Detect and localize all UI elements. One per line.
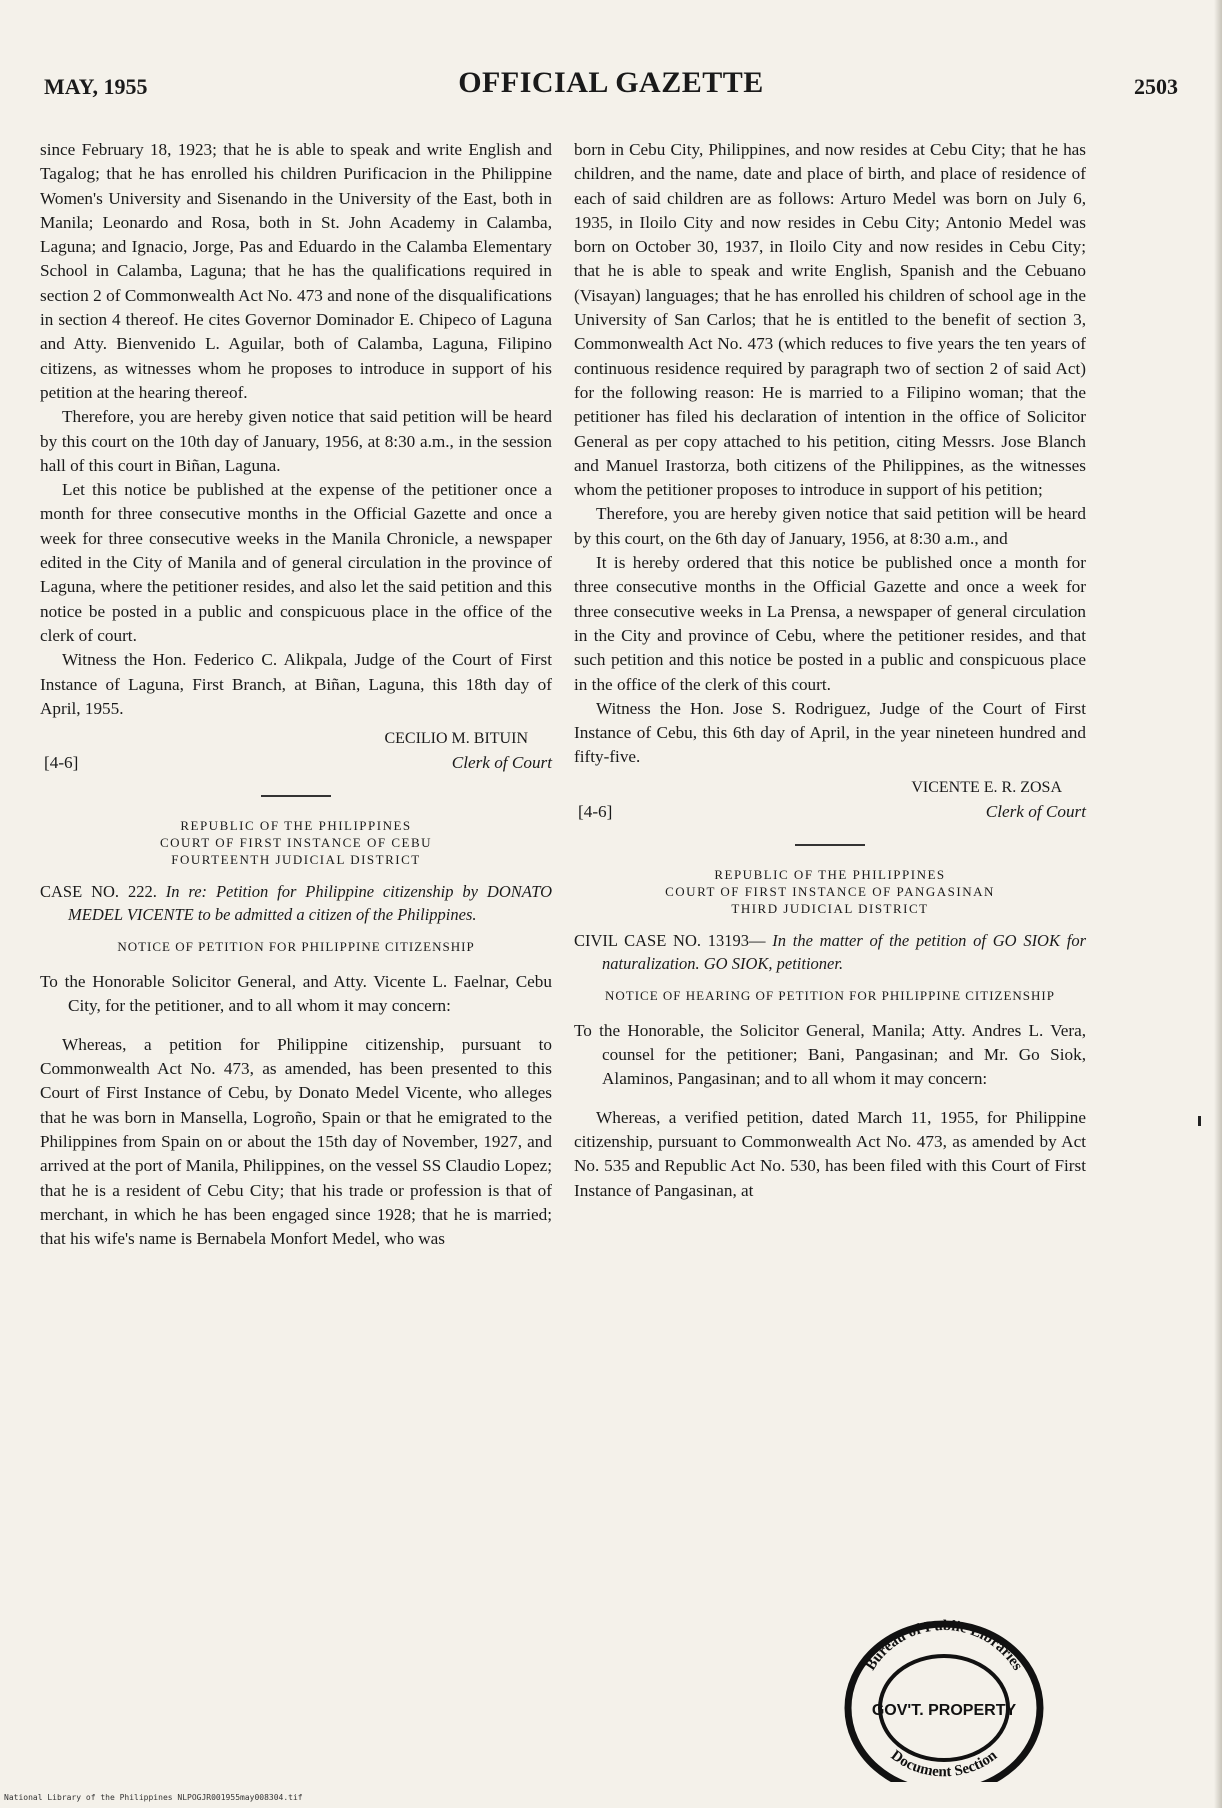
signature-block (574, 776, 1086, 828)
right-column (574, 138, 1086, 1203)
court-heading (574, 866, 1086, 917)
paragraph: Therefore, you are hereby given notice that said petition will be heard by this court, on the 6th day of January, 1956, at 8:30 a.m., and (574, 504, 1086, 548)
case-number: CIVIL CASE NO. 13193— (574, 930, 766, 950)
scan-mark (1198, 1116, 1201, 1126)
case-title: In re: Petition for Philippine citizenship by DONATO MEDEL VICENTE to be admitted a citizen of the Philippines. (68, 882, 553, 925)
paragraph: since February 18, 1923; that he is able to speak and write English and Tagalog; that he has enrolled his children Purificacion in the Philippine Women's University and Sisenando in the University of the East, both in Manila; Leonardo and Rosa, both in St. John Academy in Calamba, Laguna; and Ignacio, Jorge, Pas and Eduardo in the Calamba Elementary School in Calamba, Laguna; that he has the qualifications required in section 2 of Commonwealth Act No. 473 and none of the disqualifications in section 4 thereof. He cites Governor Dominador E. Chipeco of Laguna and Atty. Bienvenido L. Aguilar, both of Calamba, Laguna, Filipino citizens, as witnesses whom he proposes to introduce in support of his petition at the hearing thereof. (40, 140, 552, 402)
publication-title: OFFICIAL GAZETTE (458, 66, 764, 99)
library-stamp (832, 1612, 1056, 1782)
court-line: COURT OF FIRST INSTANCE OF PANGASINAN (665, 883, 995, 899)
clerk-title: Clerk of Court (985, 801, 1086, 821)
case-caption (40, 880, 552, 926)
paragraph: Whereas, a petition for Philippine citizenship, pursuant to Commonwealth Act No. 473, as amended, has been presented to this Court of First Instance of Cebu, by Donato Medel Vicente, who alleges that he was born in Mansella, Logroño, Spain or that he emigrated to the Philippines from Spain on or about the 15th day of November, 1927, and arrived at the port of Manila, Philippines, on the vessel SS Claudio Lopez; that he is a resident of Cebu City; that his trade or profession is that of merchant, in which he has been engaged since 1928; that he is married; that his wife's name is Bernabela Monfort Medel, who was (40, 1034, 552, 1249)
stamp-bottom-text: Document Section (887, 1747, 1001, 1781)
paragraph: Therefore, you are hereby given notice that said petition will be heard by this court on the 10th day of January, 1956, at 8:30 a.m., in the session hall of this court in Biñan, Laguna. (40, 407, 552, 475)
scan-footer: National Library of the Philippines NLPOGJR001955may008304.tif (4, 1793, 303, 1802)
court-line: FOURTEENTH JUDICIAL DISTRICT (171, 852, 421, 868)
clerk-name: CECILIO M. BITUIN (384, 730, 528, 748)
court-line: REPUBLIC OF THE PHILIPPINES (714, 866, 946, 882)
publication-dates: [4-6] (578, 801, 613, 821)
case-title: In the matter of the petition of GO SIOK for naturalization. GO SIOK, petitioner. (602, 930, 1086, 973)
court-line: THIRD JUDICIAL DISTRICT (731, 900, 929, 916)
scan-edge-shadow (1214, 0, 1222, 1808)
section-divider (261, 795, 331, 797)
header-date: MAY, 1955 (44, 74, 148, 99)
court-line: REPUBLIC OF THE PHILIPPINES (180, 818, 412, 834)
left-column (40, 138, 552, 1251)
page-header (44, 66, 1178, 106)
paragraph: born in Cebu City, Philippines, and now resides at Cebu City; that he has children, and the name, date and place of birth, and place of residence of each of said children are as follows: Arturo Medel was born on July 6, 1935, in Iloilo City and now resides in Cebu City; Antonio Medel was born on October 30, 1937, in Iloilo City and now resides in Cebu City; that he is able to speak and write English, Spanish and the Cebuano (Visayan) languages; that he has enrolled his children of school age in the University of San Carlos; that he is entitled to the benefit of section 3, Commonwealth Act No. 473 (which reduces to five years the ten years of continuous residence required by paragraph two of section 2 of said Act) for the following reason: He is married to a Filipino woman; that the petitioner has filed his declaration of intention in the office of Solicitor General as per copy attached to his petition, citing Messrs. Jose Blanch and Manuel Irastorza, both citizens of the Philippines, as the witnesses whom the petitioner proposes to introduce in support of his petition; (574, 140, 1086, 500)
notice-title: NOTICE OF HEARING OF PETITION FOR PHILIPPINE CITIZENSHIP (605, 987, 1055, 1003)
case-number: CASE NO. 222. (40, 882, 157, 902)
case-caption (574, 929, 1086, 975)
addressees: To the Honorable Solicitor General, and Atty. Vicente L. Faelnar, Cebu City, for the petitioner, and to all whom it may concern: (40, 972, 552, 1016)
paragraph: Witness the Hon. Jose S. Rodriguez, Judge of the Court of First Instance of Cebu, this 6th day of April, in the year nineteen hundred and fifty-five. (574, 698, 1086, 767)
publication-dates: [4-6] (44, 753, 79, 773)
clerk-name: VICENTE E. R. ZOSA (911, 778, 1062, 796)
page-number: 2503 (1134, 74, 1178, 99)
stamp-top-text: Bureau of Public Libraries (862, 1617, 1026, 1674)
addressees: To the Honorable, the Solicitor General, Manila; Atty. Andres L. Vera, counsel for the petitioner; Bani, Pangasinan; and Mr. Go Siok, Alaminos, Pangasinan; and to all whom it may concern: (574, 1020, 1086, 1089)
signature-block (40, 727, 552, 779)
section-divider (795, 844, 865, 846)
clerk-title: Clerk of Court (451, 753, 552, 773)
paragraph: Witness the Hon. Federico C. Alikpala, Judge of the Court of First Instance of Laguna, First Branch, at Biñan, Laguna, this 18th day of April, 1955. (40, 650, 552, 718)
notice-title: NOTICE OF PETITION FOR PHILIPPINE CITIZENSHIP (117, 939, 475, 955)
paragraph: Whereas, a verified petition, dated March 11, 1955, for Philippine citizenship, pursuant to Commonwealth Act No. 473, as amended by Act No. 535 and Republic Act No. 530, has been filed with this Court of First Instance of Pangasinan, at (574, 1107, 1086, 1200)
stamp-center-text: GOV'T. PROPERTY (871, 1702, 1017, 1719)
court-heading (40, 817, 552, 868)
court-line: COURT OF FIRST INSTANCE OF CEBU (159, 835, 433, 851)
paragraph: It is hereby ordered that this notice be published once a month for three consecutive months in the Official Gazette and once a week for three consecutive weeks in La Prensa, a newspaper of general circulation in the City and province of Cebu, where the petitioner resides, and that such petition and this notice be posted in a public and conspicuous place in the office of the clerk of this court. (574, 553, 1086, 694)
paragraph: Let this notice be published at the expense of the petitioner once a month for three consecutive months in the Official Gazette and once a week for three consecutive weeks in the Manila Chronicle, a newspaper edited in the City of Manila and of general circulation in the province of Laguna, where the petitioner resides, and also let the said petition and this notice be posted in a public and conspicuous place in the office of the clerk of court. (40, 480, 552, 645)
